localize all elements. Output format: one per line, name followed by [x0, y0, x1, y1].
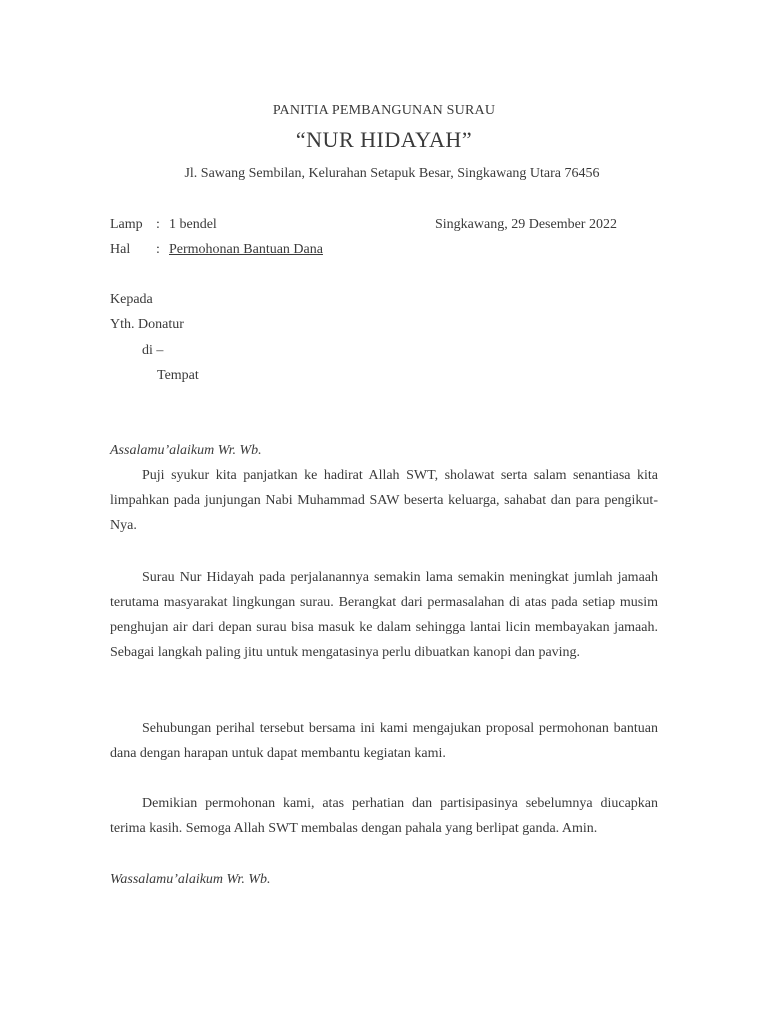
place-date: Singkawang, 29 Desember 2022 — [435, 217, 617, 232]
lamp-colon: : — [156, 217, 160, 232]
organization-heading: PANITIA PEMBANGUNAN SURAU — [272, 103, 496, 118]
recipient-tempat: Tempat — [157, 368, 199, 383]
hal-colon: : — [156, 242, 160, 257]
body-paragraph-2: Surau Nur Hidayah pada perjalanannya semakin lama semakin meningkat jumlah jamaah terutama masyarakat lingkungan surau. Berangkat dari permasalahan di atas pada setiap musim penghujan air dari depan surau bisa masuk ke dalam sehingga lantai licin membayakan jamaah. Sebagai langkah paling jitu untuk mengatasinya perlu dibuatkan kanopi dan paving. — [110, 570, 658, 660]
body-paragraph-1: Puji syukur kita panjatkan ke hadirat Allah SWT, sholawat serta salam senantiasa kita limpahkan pada junjungan Nabi Muhammad SAW beserta keluarga, sahabat dan para pengikut-Nya. — [110, 468, 658, 533]
recipient-di: di – — [142, 343, 164, 358]
surau-name-title: “NUR HIDAYAH” — [295, 127, 473, 152]
salutation: Assalamu’alaikum Wr. Wb. — [110, 443, 262, 458]
body-paragraph-3: Sehubungan perihal tersebut bersama ini kami mengajukan proposal permohonan bantuan dana dengan harapan untuk dapat membantu kegiatan kami. — [110, 721, 658, 761]
closing-salutation: Wassalamu’alaikum Wr. Wb. — [110, 872, 271, 887]
lamp-value: 1 bendel — [169, 217, 217, 232]
recipient-kepada: Kepada — [110, 292, 153, 307]
recipient-yth: Yth. Donatur — [110, 317, 184, 332]
address-line: Jl. Sawang Sembilan, Kelurahan Setapuk Besar, Singkawang Utara 76456 — [184, 166, 600, 181]
lamp-label: Lamp — [110, 217, 143, 232]
hal-value: Permohonan Bantuan Dana — [169, 242, 323, 257]
body-paragraph-4: Demikian permohonan kami, atas perhatian dan partisipasinya sebelumnya diucapkan terima kasih. Semoga Allah SWT membalas dengan pahala yang berlipat ganda. Amin. — [110, 796, 658, 836]
hal-label: Hal — [110, 242, 131, 257]
